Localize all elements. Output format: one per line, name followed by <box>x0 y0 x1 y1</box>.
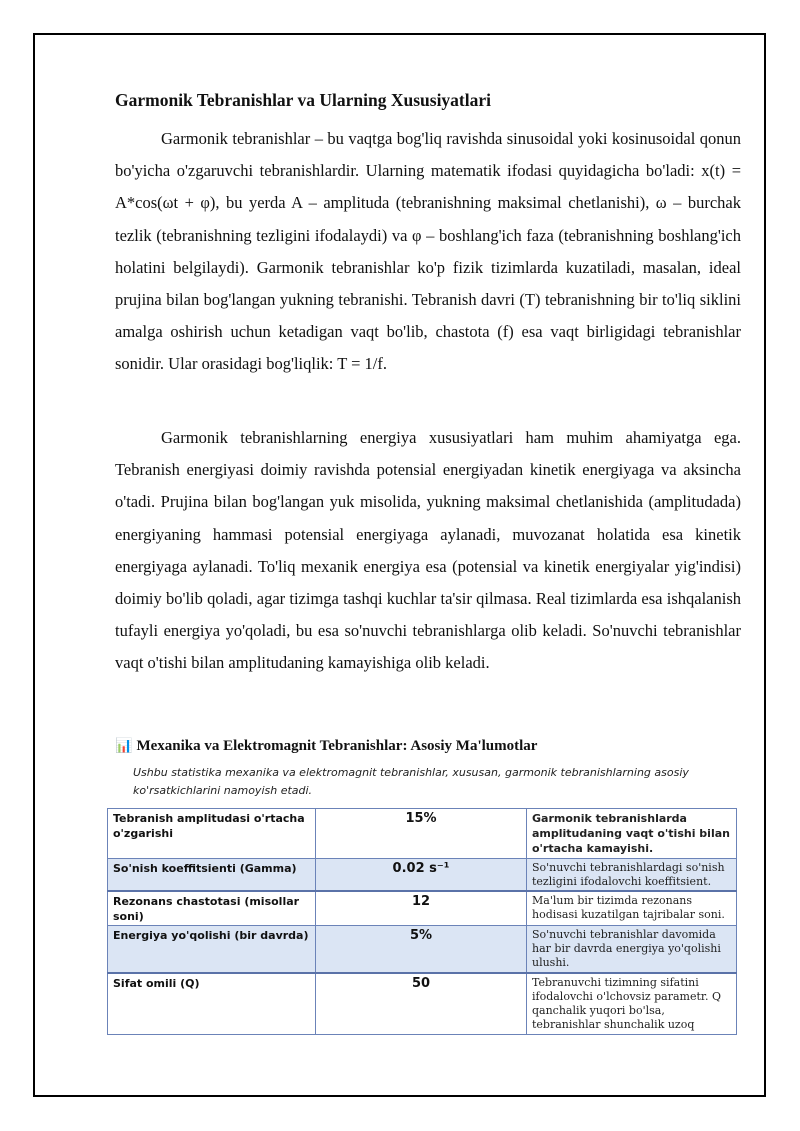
value-cell: 0.02 s⁻¹ <box>316 859 527 892</box>
note-cell: So'nuvchi tebranishlardagi so'nish tezligini ifodalovchi koeffitsient. <box>527 859 737 892</box>
value-cell: 15% <box>316 809 527 859</box>
note-cell: Garmonik tebranishlarda amplitudaning vaqt o'tishi bilan o'rtacha kamayishi. <box>527 809 737 859</box>
document-title: Garmonik Tebranishlar va Ularning Xususiyatlari <box>115 90 492 110</box>
value-cell: 12 <box>316 891 527 926</box>
table-row <box>108 859 737 892</box>
note-cell <box>527 973 737 1035</box>
paragraph-harmonic-definition: Garmonik tebranishlar – bu vaqtga bog'liq ravishda sinusoidal yoki kosinusoidal qonun bo'yicha o'zgaruvchi tebranishlardir. Ularning matematik ifodasi quyidagicha bo'ladi: x(t) = A*cos(ωt + φ), bu yerda A – amplituda (tebranishning maksimal chetlanishi), ω – burchak tezlik (tebranishning tezligini ifodalaydi) va φ – boshlang'ich faza (tebranishning boshlang'ich holatini belgilaydi). Garmonik tebranishlar ko'p fizik tizimlarda kuzatiladi, masalan, ideal prujina bilan bog'langan yukning tebranishi. Tebranish davri (T) tebranishning bir to'liq siklini amalga oshirish uchun ketadigan vaqt bo'lib, chastota (f) esa vaqt birligidagi tebranishlar sonidir. Ular orasidagi bog'liqlik: T = 1/f. <box>115 129 741 374</box>
table-row <box>108 891 737 926</box>
metric-cell: So'nish koeffitsienti (Gamma) <box>108 859 316 892</box>
value-cell: 5% <box>316 926 527 974</box>
bar-chart-icon: 📊 <box>115 738 133 754</box>
metric-cell: Rezonans chastotasi (misollar soni) <box>108 891 316 926</box>
table-row <box>108 809 737 859</box>
note-cell: Ma'lum bir tizimda rezonans hodisasi kuzatilgan tajribalar soni. <box>527 891 737 926</box>
stats-table <box>107 808 737 1035</box>
note-text: Tebranuvchi tizimning sifatini ifodalovchi o'lchovsiz parametr. Q qanchalik yuqori bo'lsa, tebranishlar shunchalik uzoq <box>532 976 721 1031</box>
note-cell: So'nuvchi tebranishlar davomida har bir davrda energiya yo'qolishi ulushi. <box>527 926 737 974</box>
metric-cell: Tebranish amplitudasi o'rtacha o'zgarishi <box>108 809 316 859</box>
metric-cell: Sifat omili (Q) <box>108 973 316 1035</box>
table-heading <box>115 736 755 756</box>
paragraph-energy-properties: Garmonik tebranishlarning energiya xususiyatlari ham muhim ahamiyatga ega. Tebranish energiyasi doimiy ravishda potensial energiyadan kinetik energiyaga va aksincha o'tadi. Prujina bilan bog'langan yuk misolida, yukning maksimal chetlanishida (amplitudada) energiyaning hammasi potensial energiyaga aylanadi, muvozanat holatida esa kinetik energiyaga aylanadi. To'liq mexanik energiya esa (potensial va kinetik energiyalar yig'indisi) doimiy bo'lib qoladi, agar tizimga tashqi kuchlar ta'sir qilmasa. Real tizimlarda esa ishqalanish tufayli energiya yo'qoladi, bu esa so'nuvchi tebranishlarga olib keladi. So'nuvchi tebranishlar vaqt o'tishi bilan amplitudaning kamayishiga olib keladi. <box>115 428 741 673</box>
table-row <box>108 926 737 974</box>
table-description: Ushbu statistika mexanika va elektromagnit tebranishlar, xususan, garmonik tebranishlarning asosiy ko'rsatkichlarini namoyish etadi. <box>133 766 689 797</box>
value-cell: 50 <box>316 973 527 1035</box>
table-row <box>108 973 737 1035</box>
metric-cell: Energiya yo'qolishi (bir davrda) <box>108 926 316 974</box>
table-title: Mexanika va Elektromagnit Tebranishlar: Asosiy Ma'lumotlar <box>136 738 538 754</box>
